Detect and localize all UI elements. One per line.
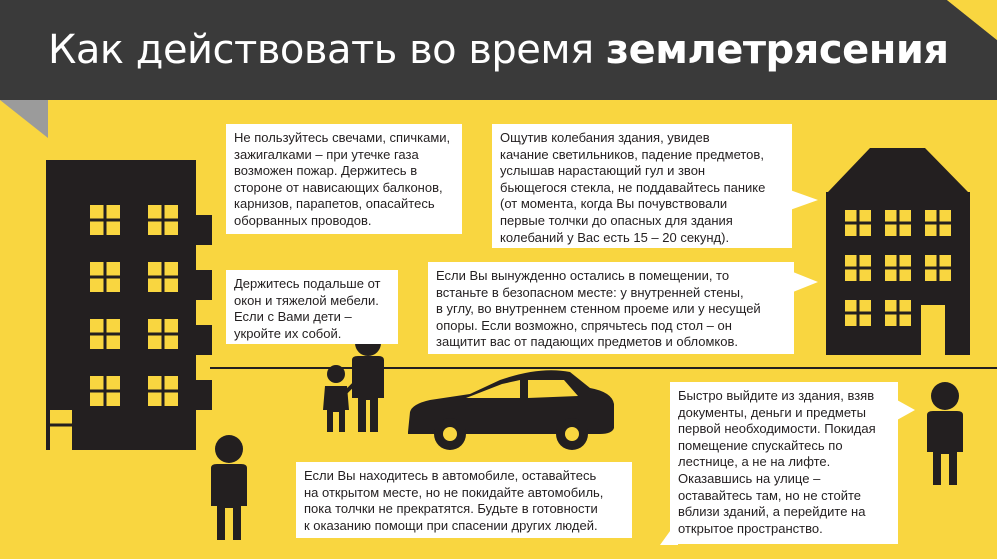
house-building-icon — [826, 148, 970, 355]
child-person-icon — [323, 365, 356, 432]
car-icon — [408, 370, 614, 450]
person-icon — [927, 382, 963, 485]
tip-fire-safety: Не пользуйтесь свечами, спичками, зажигалками – при утечке газа возможен пожар. Держитесь в стороне от нависающих балконов, карнизов, парапетов, опасайтесь оборванных проводов. — [226, 124, 462, 234]
page-title: Как действовать во время землетрясения — [48, 27, 949, 73]
tip-stay-away-windows: Держитесь подальше от окон и тяжелой мебели. Если с Вами дети – укройте их собой. — [226, 270, 398, 344]
tip-in-car: Если Вы находитесь в автомобиле, оставайтесь на открытом месте, но не покидайте автомобиль, пока толчки не прекратятся. Будьте в готовности к оказанию помощи при спасении других людей. — [296, 462, 632, 538]
person-icon — [211, 435, 247, 540]
tip-indoors-safe-place: Если Вы вынужденно остались в помещении, то встаньте в безопасном месте: у внутренней стены, в углу, во внутреннем стенном проеме или у несущей опоры. Если возможно, спрячьтесь под стол – он защитит вас от падающих предметов и обломков. — [428, 262, 794, 354]
tip-exit-building: Быстро выйдите из здания, взяв документы, деньги и предметы первой необходимости. Покидая помещение спускайтесь по лестнице, а не на лифте. Оказавшись на улице – оставайтесь там, но не стойте вблизи зданий, а перейдите на открытое пространство. — [670, 382, 898, 544]
adult-person-icon — [352, 330, 384, 432]
apartment-building-icon — [46, 160, 212, 450]
tip-do-not-panic: Ощутив колебания здания, увидев качание светильников, падение предметов, услышав нарастающий гул и звон бьющегося стекла, не поддавайтесь панике (от момента, когда Вы почувствовали первые толчки до опасных для здания колебаний у Вас есть 15 – 20 секунд). — [492, 124, 792, 248]
